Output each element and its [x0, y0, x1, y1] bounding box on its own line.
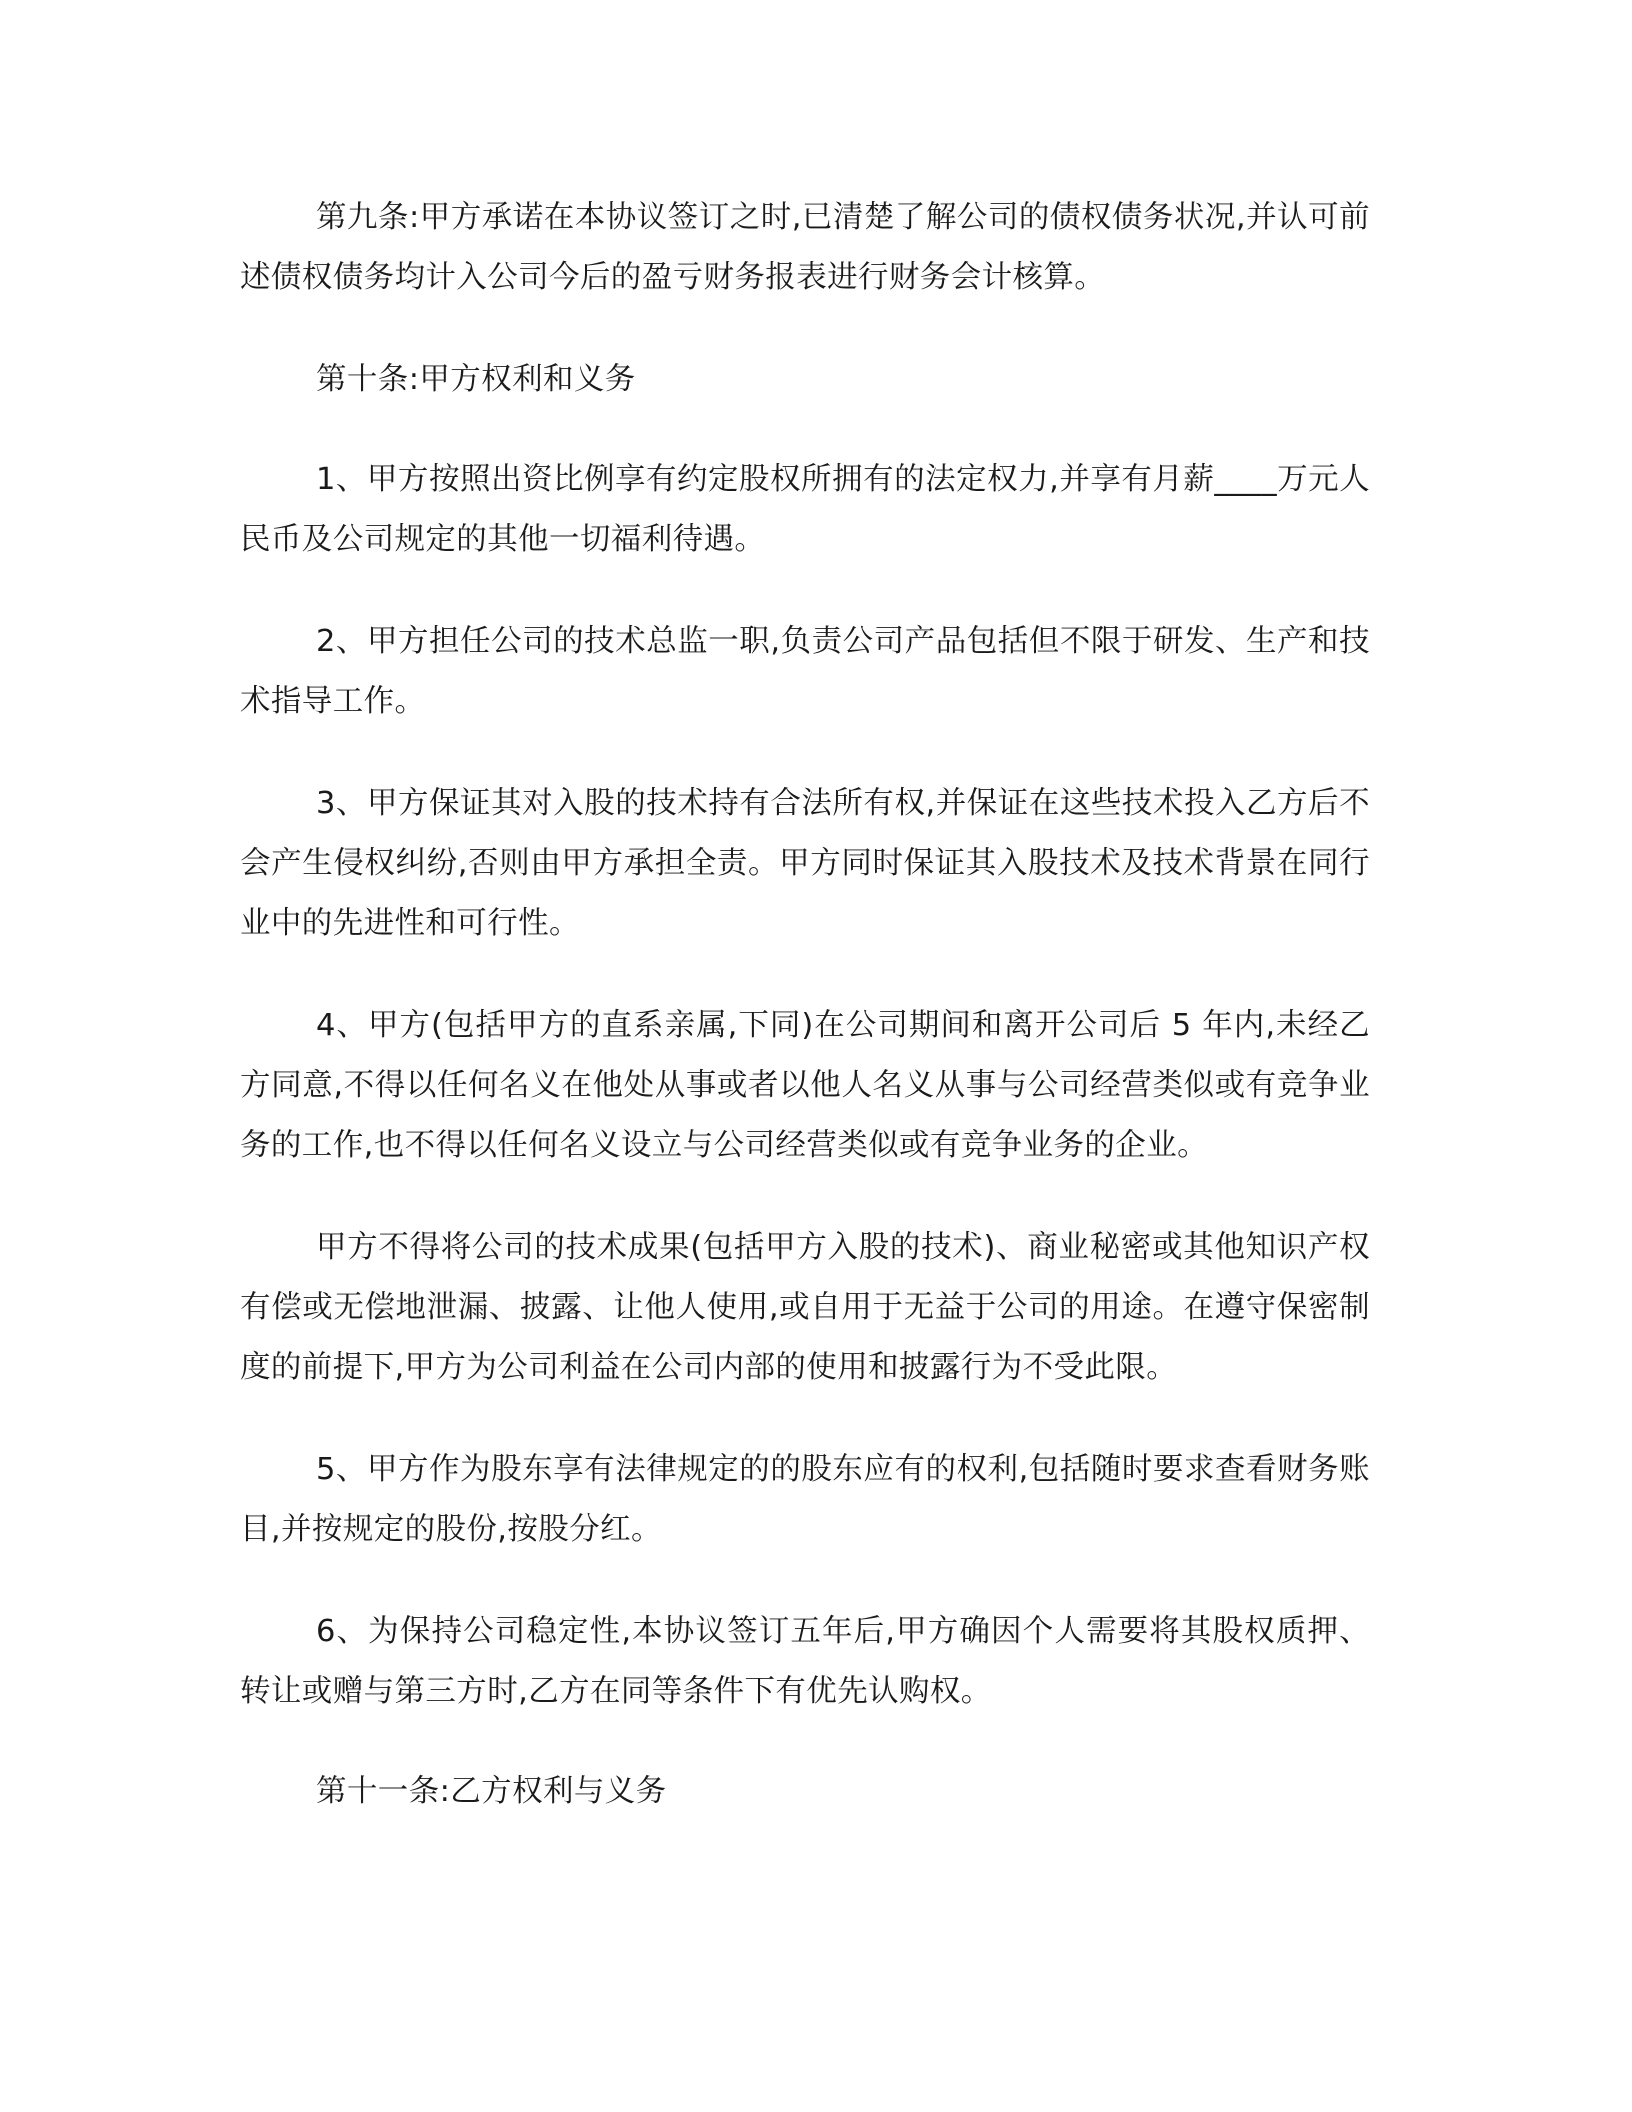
- article-10-clause-1: 1、甲方按照出资比例享有约定股权所拥有的法定权力,并享有月薪____万元人民币及公司规定的其他一切福利待遇。: [240, 462, 1370, 557]
- article-10-heading: 第十条:甲方权利和义务: [316, 362, 636, 397]
- article-11-heading: 第十一条:乙方权利与义务: [316, 1774, 667, 1809]
- article-10-clause-6: 6、为保持公司稳定性,本协议签订五年后,甲方确因个人需要将其股权质押、转让或赠与第三方时,乙方在同等条件下有优先认购权。: [240, 1614, 1370, 1709]
- article-10-clause-2: 2、甲方担任公司的技术总监一职,负责公司产品包括但不限于研发、生产和技术指导工作。: [240, 624, 1370, 719]
- article-10-clause-4-continued: 甲方不得将公司的技术成果(包括甲方入股的技术)、商业秘密或其他知识产权有偿或无偿地泄漏、披露、让他人使用,或自用于无益于公司的用途。在遵守保密制度的前提下,甲方为公司利益在公司内部的使用和披露行为不受此限。: [240, 1230, 1370, 1385]
- article-10-clause-3: 3、甲方保证其对入股的技术持有合法所有权,并保证在这些技术投入乙方后不会产生侵权纠纷,否则由甲方承担全责。甲方同时保证其入股技术及技术背景在同行业中的先进性和可行性。: [240, 786, 1370, 941]
- article-10-clause-5: 5、甲方作为股东享有法律规定的的股东应有的权利,包括随时要求查看财务账目,并按规定的股份,按股分红。: [240, 1452, 1370, 1547]
- article-10-clause-4: 4、甲方(包括甲方的直系亲属,下同)在公司期间和离开公司后 5 年内,未经乙方同意,不得以任何名义在他处从事或者以他人名义从事与公司经营类似或有竞争业务的工作,也不得以任何名义设立与公司经营类似或有竞争业务的企业。: [240, 1008, 1370, 1163]
- article-9-paragraph: 第九条:甲方承诺在本协议签订之时,已清楚了解公司的债权债务状况,并认可前述债权债务均计入公司今后的盈亏财务报表进行财务会计核算。: [240, 200, 1370, 295]
